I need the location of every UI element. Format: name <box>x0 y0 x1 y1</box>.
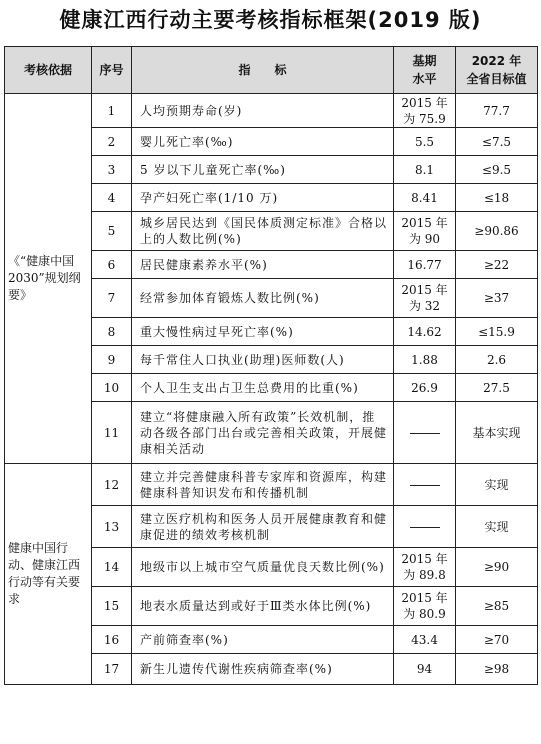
indicator-cell: 地表水质量达到或好于Ⅲ类水体比例(%) <box>132 587 394 626</box>
baseline-cell <box>394 402 456 464</box>
target-cell: 实现 <box>456 506 538 548</box>
row-number: 15 <box>92 587 132 626</box>
baseline-cell <box>394 464 456 506</box>
indicator-cell: 经常参加体育锻炼人数比例(%) <box>132 279 394 318</box>
indicator-cell: 孕产妇死亡率(1/10 万) <box>132 184 394 212</box>
row-number: 11 <box>92 402 132 464</box>
row-number: 8 <box>92 318 132 346</box>
indicator-cell: 重大慢性病过早死亡率(%) <box>132 318 394 346</box>
row-number: 13 <box>92 506 132 548</box>
target-cell: ≥85 <box>456 587 538 626</box>
baseline-cell: 1.88 <box>394 346 456 374</box>
indicator-cell: 建立并完善健康科普专家库和资源库，构建健康科普知识发布和传播机制 <box>132 464 394 506</box>
target-cell: ≤9.5 <box>456 156 538 184</box>
row-number: 5 <box>92 212 132 251</box>
target-cell: ≥70 <box>456 626 538 654</box>
table-header-row <box>5 47 538 94</box>
baseline-cell: 94 <box>394 654 456 685</box>
table-row <box>5 464 538 506</box>
row-number: 7 <box>92 279 132 318</box>
baseline-cell: 8.41 <box>394 184 456 212</box>
indicator-table <box>4 46 538 685</box>
row-number: 10 <box>92 374 132 402</box>
dash-placeholder <box>410 485 440 486</box>
indicator-cell: 个人卫生支出占卫生总费用的比重(%) <box>132 374 394 402</box>
target-cell: ≤15.9 <box>456 318 538 346</box>
target-cell: 实现 <box>456 464 538 506</box>
row-number: 9 <box>92 346 132 374</box>
target-cell: ≥90 <box>456 548 538 587</box>
indicator-cell: 城乡居民达到《国民体质测定标准》合格以上的人数比例(%) <box>132 212 394 251</box>
table-row <box>5 94 538 128</box>
indicator-cell: 居民健康素养水平(%) <box>132 251 394 279</box>
indicator-cell: 地级市以上城市空气质量优良天数比例(%) <box>132 548 394 587</box>
indicator-cell: 建立医疗机构和医务人员开展健康教育和健康促进的绩效考核机制 <box>132 506 394 548</box>
page-title: 健康江西行动主要考核指标框架(2019 版) <box>59 8 482 32</box>
header-indicator: 指 标 <box>132 47 394 94</box>
row-number: 4 <box>92 184 132 212</box>
dash-placeholder <box>410 527 440 528</box>
target-cell: ≤7.5 <box>456 128 538 156</box>
target-cell: 2.6 <box>456 346 538 374</box>
row-number: 3 <box>92 156 132 184</box>
basis-cell: 健康中国行动、健康江西行动等有关要求 <box>5 464 92 685</box>
basis-cell: 《“健康中国 2030”规划纲要》 <box>5 94 92 464</box>
row-number: 14 <box>92 548 132 587</box>
indicator-cell: 建立“将健康融入所有政策”长效机制，推动各级各部门出台或完善相关政策，开展健康相关活动 <box>132 402 394 464</box>
baseline-cell <box>394 506 456 548</box>
indicator-cell: 每千常住人口执业(助理)医师数(人) <box>132 346 394 374</box>
row-number: 2 <box>92 128 132 156</box>
target-cell: 基本实现 <box>456 402 538 464</box>
indicator-cell: 婴儿死亡率(‰) <box>132 128 394 156</box>
target-cell: 27.5 <box>456 374 538 402</box>
baseline-cell: 2015 年 为 75.9 <box>394 94 456 128</box>
target-cell: 77.7 <box>456 94 538 128</box>
baseline-cell: 43.4 <box>394 626 456 654</box>
indicator-cell: 产前筛查率(%) <box>132 626 394 654</box>
row-number: 16 <box>92 626 132 654</box>
target-cell: ≥37 <box>456 279 538 318</box>
baseline-cell: 2015 年 为 90 <box>394 212 456 251</box>
indicator-cell: 5 岁以下儿童死亡率(‰) <box>132 156 394 184</box>
baseline-cell: 2015 年 为 32 <box>394 279 456 318</box>
indicator-cell: 新生儿遗传代谢性疾病筛查率(%) <box>132 654 394 685</box>
row-number: 12 <box>92 464 132 506</box>
row-number: 1 <box>92 94 132 128</box>
header-target: 2022 年 全省目标值 <box>456 47 538 94</box>
baseline-cell: 5.5 <box>394 128 456 156</box>
row-number: 6 <box>92 251 132 279</box>
baseline-cell: 2015 年 为 80.9 <box>394 587 456 626</box>
baseline-cell: 26.9 <box>394 374 456 402</box>
header-no: 序号 <box>92 47 132 94</box>
baseline-cell: 2015 年 为 89.8 <box>394 548 456 587</box>
target-cell: ≤18 <box>456 184 538 212</box>
row-number: 17 <box>92 654 132 685</box>
header-baseline: 基期 水平 <box>394 47 456 94</box>
baseline-cell: 8.1 <box>394 156 456 184</box>
target-cell: ≥22 <box>456 251 538 279</box>
target-cell: ≥98 <box>456 654 538 685</box>
target-cell: ≥90.86 <box>456 212 538 251</box>
baseline-cell: 14.62 <box>394 318 456 346</box>
baseline-cell: 16.77 <box>394 251 456 279</box>
dash-placeholder <box>410 433 440 434</box>
indicator-cell: 人均预期寿命(岁) <box>132 94 394 128</box>
header-basis: 考核依据 <box>5 47 92 94</box>
